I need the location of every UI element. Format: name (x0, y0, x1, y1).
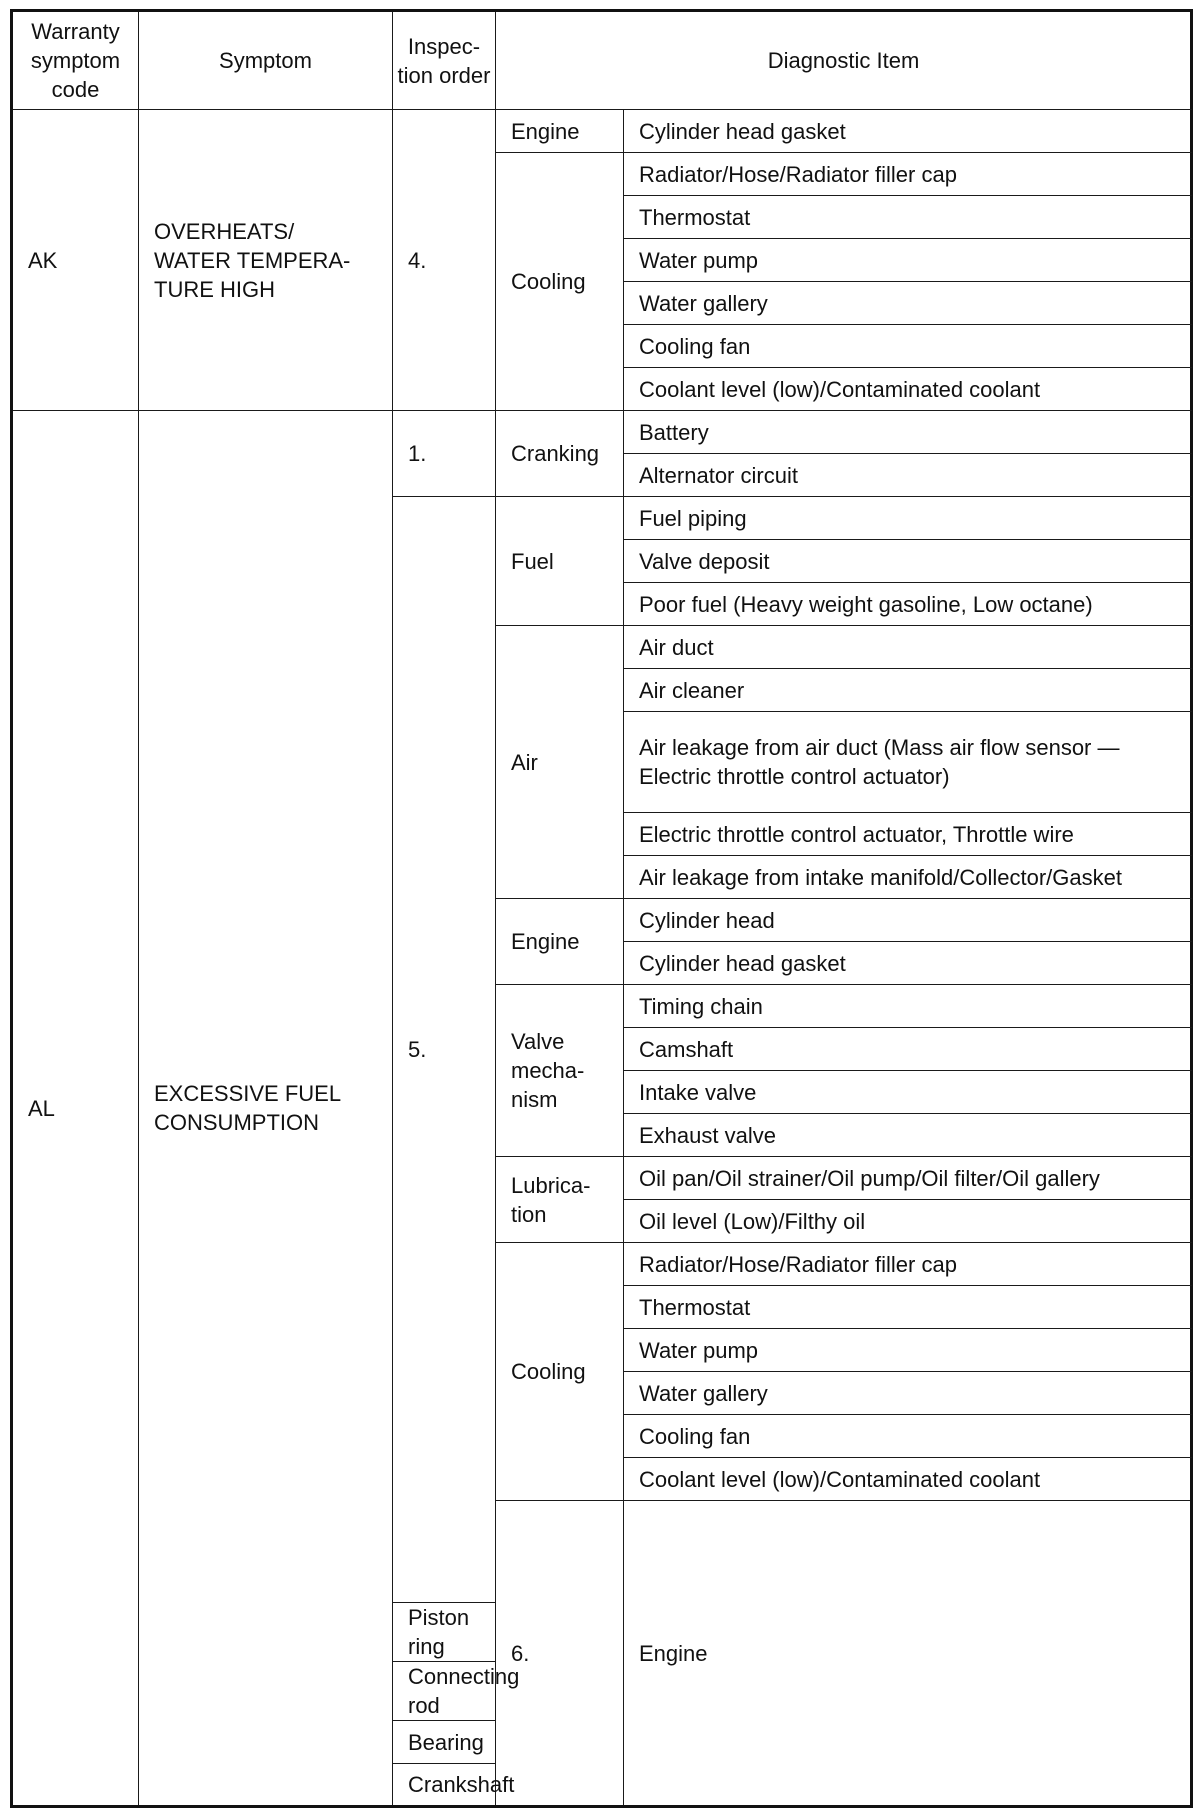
header-warranty-code: Warranty symptom code (12, 11, 139, 110)
diagnostic-item: Oil level (Low)/Filthy oil (624, 1200, 1192, 1243)
category-cooling: Cooling (496, 153, 624, 411)
diagnostic-item: Coolant level (low)/Contaminated coolant (624, 1458, 1192, 1501)
diagnostic-item: Radiator/Hose/Radiator filler cap (624, 153, 1192, 196)
category-cooling: Cooling (496, 1243, 624, 1501)
diagnostic-table-page (10, 9, 1190, 1797)
diagnostic-item: Alternator circuit (624, 454, 1192, 497)
category-engine: Engine (624, 1501, 1192, 1807)
table-row (12, 110, 1192, 153)
diagnostic-table (10, 9, 1193, 1808)
diagnostic-item: Air leakage from air duct (Mass air flow sensor — Electric throttle control actuator) (624, 712, 1192, 813)
table-row (12, 411, 1192, 454)
diagnostic-item: Cooling fan (624, 1415, 1192, 1458)
diagnostic-item: Intake valve (624, 1071, 1192, 1114)
diagnostic-item: Bearing (393, 1721, 496, 1764)
inspection-order-al-5: 5. (393, 497, 496, 1603)
table-header-row (12, 11, 1192, 110)
diagnostic-item: Air cleaner (624, 669, 1192, 712)
inspection-order-ak: 4. (393, 110, 496, 411)
diagnostic-item: Water gallery (624, 282, 1192, 325)
diagnostic-item: Air duct (624, 626, 1192, 669)
diagnostic-item: Cylinder head gasket (624, 942, 1192, 985)
diagnostic-item: Poor fuel (Heavy weight gasoline, Low octane) (624, 583, 1192, 626)
category-engine: Engine (496, 899, 624, 985)
header-symptom: Symptom (139, 11, 393, 110)
category-engine: Engine (496, 110, 624, 153)
diagnostic-item: Crankshaft (393, 1764, 496, 1807)
diagnostic-item: Piston ring (393, 1603, 496, 1662)
diagnostic-item: Battery (624, 411, 1192, 454)
diagnostic-item: Electric throttle control actuator, Throttle wire (624, 813, 1192, 856)
diagnostic-item: Connecting rod (393, 1662, 496, 1721)
symptom-excessive-fuel: EXCESSIVE FUEL CONSUMPTION (139, 411, 393, 1807)
symptom-overheats: OVERHEATS/ WATER TEMPERA- TURE HIGH (139, 110, 393, 411)
warranty-code-ak: AK (12, 110, 139, 411)
diagnostic-item: Coolant level (low)/Contaminated coolant (624, 368, 1192, 411)
diagnostic-item: Valve deposit (624, 540, 1192, 583)
category-air: Air (496, 626, 624, 899)
diagnostic-item: Timing chain (624, 985, 1192, 1028)
diagnostic-item: Water gallery (624, 1372, 1192, 1415)
diagnostic-item: Fuel piping (624, 497, 1192, 540)
diagnostic-item: Radiator/Hose/Radiator filler cap (624, 1243, 1192, 1286)
diagnostic-item: Thermostat (624, 1286, 1192, 1329)
header-inspection-order: Inspec- tion order (393, 11, 496, 110)
inspection-order-al-1: 1. (393, 411, 496, 497)
diagnostic-item: Cylinder head gasket (624, 110, 1192, 153)
warranty-code-al: AL (12, 411, 139, 1807)
diagnostic-item: Cylinder head (624, 899, 1192, 942)
diagnostic-item: Cooling fan (624, 325, 1192, 368)
category-lubrication: Lubrica- tion (496, 1157, 624, 1243)
header-diagnostic-item: Diagnostic Item (496, 11, 1192, 110)
diagnostic-item: Exhaust valve (624, 1114, 1192, 1157)
diagnostic-item: Air leakage from intake manifold/Collector/Gasket (624, 856, 1192, 899)
diagnostic-item: Water pump (624, 1329, 1192, 1372)
diagnostic-item: Thermostat (624, 196, 1192, 239)
category-cranking: Cranking (496, 411, 624, 497)
diagnostic-item: Camshaft (624, 1028, 1192, 1071)
diagnostic-item: Oil pan/Oil strainer/Oil pump/Oil filter/Oil gallery (624, 1157, 1192, 1200)
category-fuel: Fuel (496, 497, 624, 626)
inspection-order-al-6: 6. (496, 1501, 624, 1807)
category-valve-mechanism: Valve mecha- nism (496, 985, 624, 1157)
diagnostic-item: Water pump (624, 239, 1192, 282)
